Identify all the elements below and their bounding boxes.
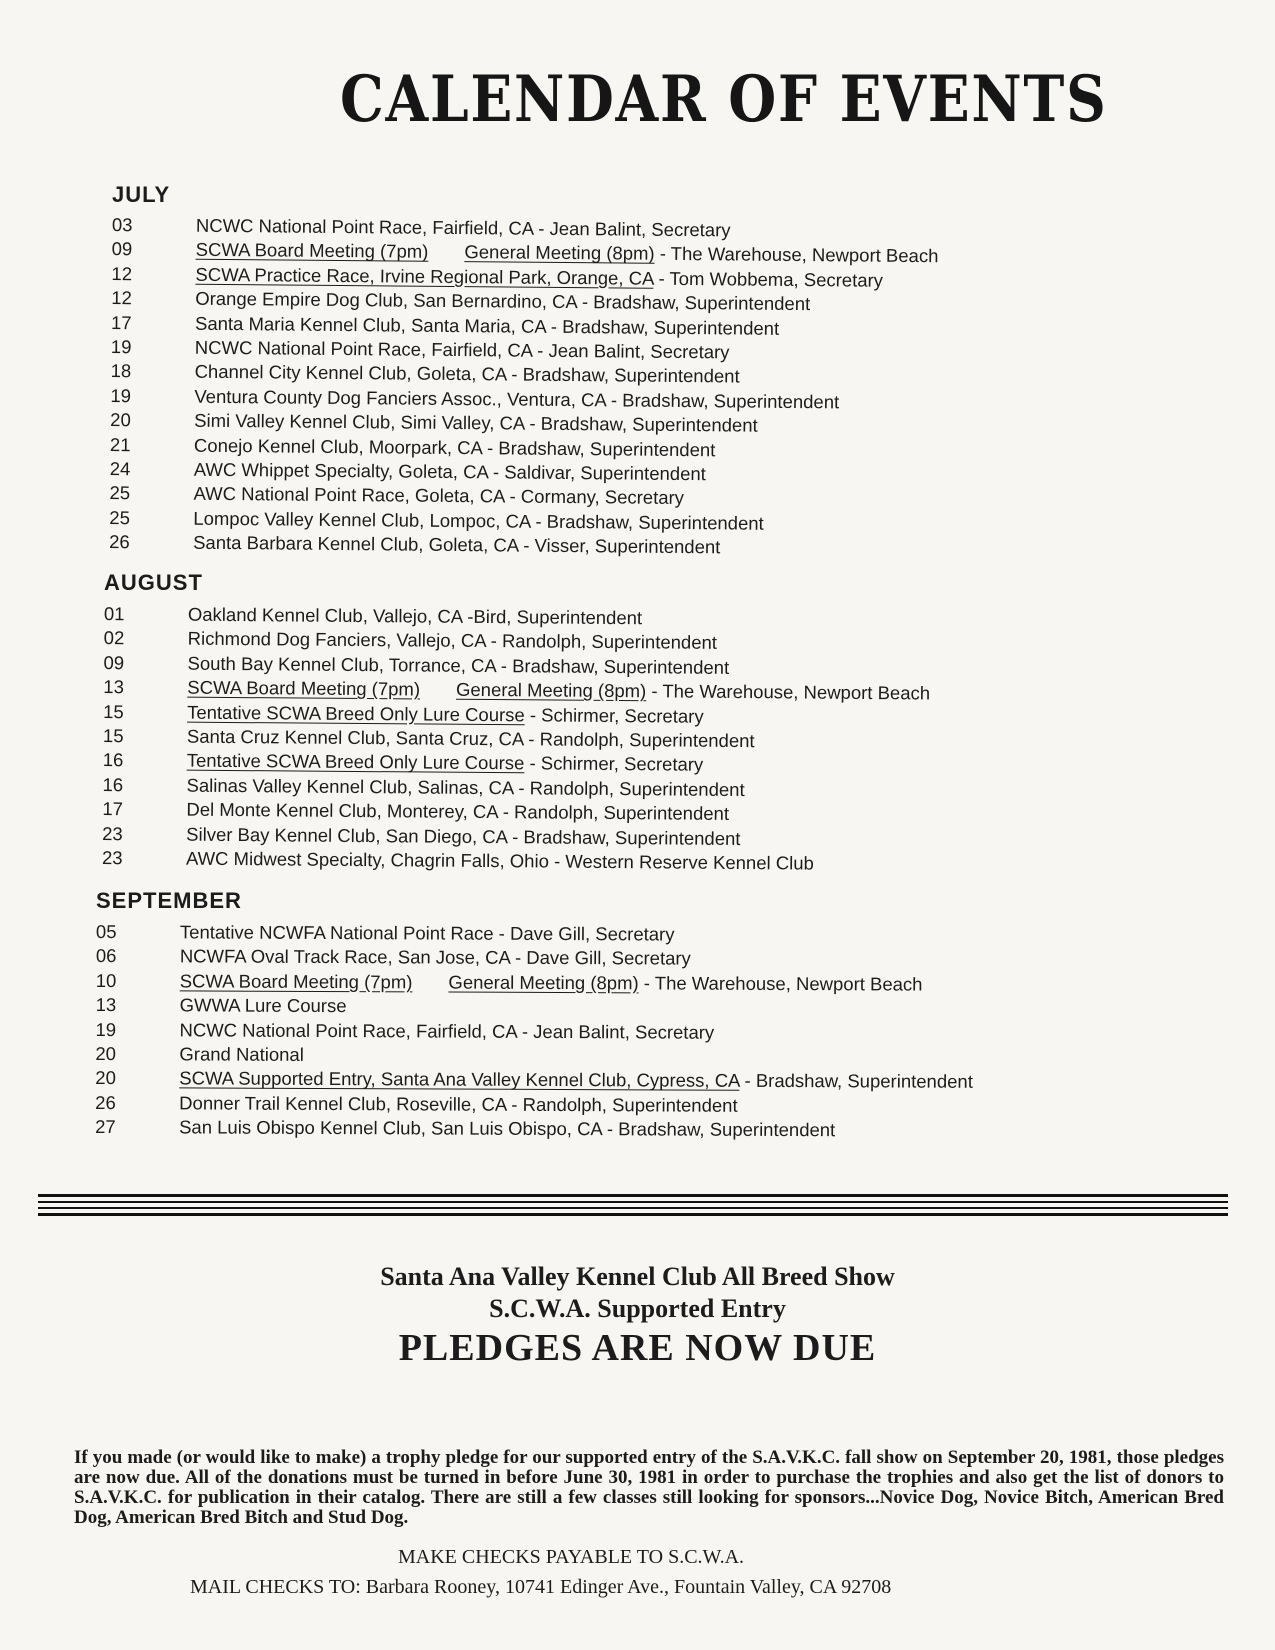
event-description: San Luis Obispo Kennel Club, San Luis Obispo, CA - Bradshaw, Superintendent (179, 1116, 836, 1141)
event-description: Richmond Dog Fanciers, Vallejo, CA - Randolph, Superintendent (187, 628, 718, 654)
event-date: 23 (102, 822, 123, 844)
event-highlight: Tentative SCWA Breed Only Lure Course (187, 701, 525, 725)
event-description: Santa Barbara Kennel Club, Goleta, CA - Visser, Superintendent (193, 531, 721, 558)
event-description: Grand National (179, 1043, 304, 1065)
event-list-september (95, 921, 973, 1141)
event-date: 24 (109, 457, 131, 480)
event-date: 19 (95, 1018, 117, 1040)
event-date: 26 (109, 531, 130, 553)
event-date: 12 (111, 262, 133, 284)
event-highlight: General Meeting (8pm) (464, 241, 655, 265)
event-date: 25 (109, 482, 131, 504)
event-date: 20 (95, 1042, 117, 1065)
event-date: 09 (111, 238, 133, 260)
show-subtitle: S.C.W.A. Supported Entry (489, 1294, 786, 1323)
event-description: Silver Bay Kennel Club, San Diego, CA - Bradshaw, Superintendent (186, 823, 741, 849)
event-description: Santa Cruz Kennel Club, Santa Cruz, CA - Randolph, Superintendent (186, 725, 755, 752)
event-date: 27 (95, 1116, 116, 1138)
divider-rule (38, 1207, 1228, 1209)
event-date: 26 (95, 1091, 116, 1113)
event-detail: - The Warehouse, Newport Beach (638, 972, 923, 995)
event-date: 21 (109, 433, 131, 455)
page-title: CALENDAR OF EVENTS (340, 62, 1108, 137)
divider-rule (38, 1201, 1228, 1203)
event-date: 10 (95, 969, 117, 991)
event-description (196, 239, 939, 267)
event-date: 17 (110, 311, 132, 333)
event-highlight: SCWA Board Meeting (7pm) (195, 239, 429, 263)
event-date: 02 (103, 627, 125, 649)
event-description (180, 970, 923, 995)
event-description: South Bay Kennel Club, Torrance, CA - Bradshaw, Superintendent (187, 652, 730, 678)
event-detail: - Schirmer, Secretary (524, 752, 704, 776)
event-description: Ventura County Dog Fanciers Assoc., Ventura, CA - Bradshaw, Superintendent (194, 385, 840, 413)
event-description: Channel City Kennel Club, Goleta, CA - Bradshaw, Superintendent (194, 361, 740, 387)
month-heading-september: SEPTEMBER (96, 888, 242, 913)
pledges-headline: PLEDGES ARE NOW DUE (398, 1327, 877, 1369)
event-date: 15 (103, 700, 124, 722)
event-detail: - The Warehouse, Newport Beach (654, 243, 939, 267)
event-highlight: SCWA Practice Race, Irvine Regional Park, Orange, CA (195, 263, 654, 289)
event-date: 01 (103, 603, 125, 625)
checks-payable-line: MAKE CHECKS PAYABLE TO S.C.W.A. (398, 1546, 745, 1568)
event-description: Simi Valley Kennel Club, Simi Valley, CA - Bradshaw, Superintendent (194, 409, 758, 436)
event-description: Oakland Kennel Club, Vallejo, CA -Bird, Superintendent (187, 603, 643, 629)
event-highlight: SCWA Board Meeting (7pm) (179, 970, 413, 993)
event-highlight: SCWA Board Meeting (7pm) (187, 676, 421, 700)
event-description (187, 750, 704, 776)
event-description (187, 701, 704, 727)
event-highlight: SCWA Supported Entry, Santa Ana Valley Kennel Club, Cypress, CA (179, 1067, 740, 1092)
event-description: NCWFA Oval Track Race, San Jose, CA - Dave Gill, Secretary (179, 945, 691, 969)
event-list-august (101, 603, 931, 874)
event-description: NCWC National Point Race, Fairfield, CA - Jean Balint, Secretary (194, 336, 730, 363)
divider-rule (38, 1194, 1228, 1197)
event-description: Salinas Valley Kennel Club, Salinas, CA - Randolph, Superintendent (186, 774, 745, 800)
event-description: AWC Midwest Specialty, Chagrin Falls, Ohio - Western Reserve Kennel Club (185, 847, 814, 874)
event-description (187, 677, 930, 705)
event-list-july (109, 214, 939, 558)
event-date: 23 (101, 846, 123, 869)
month-heading-july: JULY (112, 182, 171, 207)
event-detail: - Tom Wobbema, Secretary (653, 267, 884, 291)
event-highlight: General Meeting (8pm) (455, 678, 647, 702)
event-date: 19 (110, 335, 132, 358)
event-date: 15 (102, 724, 124, 747)
event-detail: - Schirmer, Secretary (524, 703, 704, 727)
event-description: Conejo Kennel Club, Moorpark, CA - Bradshaw, Superintendent (193, 434, 716, 460)
event-date: 19 (110, 384, 132, 406)
event-date: 12 (111, 287, 132, 309)
event-date: 16 (102, 749, 124, 771)
event-date: 03 (111, 214, 133, 236)
event-date: 25 (109, 506, 131, 528)
event-description: AWC Whippet Specialty, Goleta, CA - Saldivar, Superintendent (193, 458, 706, 485)
event-date: 18 (110, 360, 132, 382)
event-description: Donner Trail Kennel Club, Roseville, CA - Randolph, Superintendent (179, 1092, 738, 1116)
event-highlight: Tentative SCWA Breed Only Lure Course (186, 749, 525, 774)
divider-rule (38, 1213, 1228, 1216)
event-description: NCWC National Point Race, Fairfield, CA - Jean Balint, Secretary (179, 1018, 715, 1043)
event-date: 17 (102, 798, 124, 820)
event-date: 16 (102, 773, 124, 795)
event-date: 20 (110, 409, 131, 431)
event-description: Santa Maria Kennel Club, Santa Maria, CA - Bradshaw, Superintendent (194, 312, 780, 339)
event-date: 09 (103, 651, 125, 673)
event-description: NCWC National Point Race, Fairfield, CA - Jean Balint, Secretary (195, 214, 731, 241)
event-date: 13 (103, 676, 125, 698)
show-title: Santa Ana Valley Kennel Club All Breed Show (380, 1262, 895, 1291)
event-date: 06 (95, 945, 117, 967)
event-date: 13 (95, 994, 117, 1016)
event-description: Del Monte Kennel Club, Monterey, CA - Randolph, Superintendent (186, 798, 730, 825)
mail-checks-line: MAIL CHECKS TO: Barbara Rooney, 10741 Edinger Ave., Fountain Valley, CA 92708 (190, 1576, 892, 1598)
event-description: GWWA Lure Course (179, 994, 347, 1017)
event-detail: - The Warehouse, Newport Beach (646, 680, 931, 704)
event-description: Lompoc Valley Kennel Club, Lompoc, CA - Bradshaw, Superintendent (193, 507, 764, 534)
event-detail: - Bradshaw, Superintendent (739, 1070, 973, 1093)
event-description: Tentative NCWFA National Point Race - Dave Gill, Secretary (179, 921, 675, 945)
event-description: AWC National Point Race, Goleta, CA - Cormany, Secretary (193, 483, 685, 509)
pledge-paragraph: If you made (or would like to make) a trophy pledge for our supported entry of the S.A.V.K.C. fall show on September 20, 1981, those pledges are now due. All of the donations must be turned in before June 30, 1981 in order to purchase the trophies and also get the list of donors to S.A.V.K.C. for publication in their catalog. There are still a few classes still looking for sponsors...Novice Dog, Novice Bitch, American Bred Dog, American Bred Bitch and Stud Dog. (74, 1447, 1224, 1528)
event-date: 20 (95, 1067, 116, 1089)
month-heading-august: AUGUST (104, 570, 203, 595)
event-date: 05 (95, 921, 117, 943)
event-description: Orange Empire Dog Club, San Bernardino, CA - Bradshaw, Superintendent (195, 287, 811, 315)
event-highlight: General Meeting (8pm) (448, 971, 639, 994)
event-description (179, 1068, 973, 1093)
event-description (195, 264, 883, 292)
